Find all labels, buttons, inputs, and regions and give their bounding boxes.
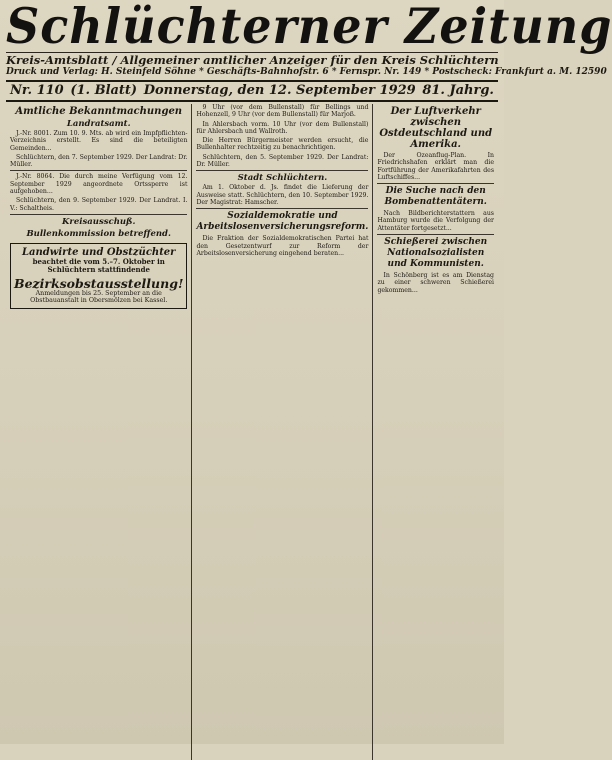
headline-bombenattentaeter: Die Suche nach den Bombenattentätern. [384,186,487,208]
divider [377,234,494,235]
ad-text: beachtet die vom 5.–7. Oktober in Schlüchtern stattfindende [32,256,165,275]
dateline [6,80,498,102]
newspaper-title: Schlüchterner Zeitung [6,0,612,55]
article-paragraph: Schlüchtern, den 7. September 1929. Der Landrat: Dr. Müller. [10,153,188,169]
headline-social: Sozialdemokratie und Arbeitslosenversicherungsreform. [196,211,369,233]
article-paragraph: In Ahlersbach vorm. 10 Uhr (vor dem Bullenstall) für Ahlersbach und Wallroth. [196,120,369,135]
column-left [6,104,191,760]
section-heading-official: Amtliche Bekanntmachungen [15,106,183,117]
sheet-label: (1. Blatt) [70,83,138,98]
headline-luftverkehr: Der Luftverkehr zwischen Ostdeutschland und Amerika. [379,106,493,150]
divider [10,214,187,215]
column-middle [191,104,372,760]
divider [196,170,368,171]
column-right [372,104,498,760]
volume-year: 81. Jahrg. [422,83,494,98]
article-paragraph: J.-Nr. 8001. Zum 10. 9. Mts. ab wird ein Impfpflichten-Verzeichnis erstellt. Es sind die beteiligten Gemeinden... [10,130,188,152]
ad-small-print: Anmeldungen bis 25. September an die Obstbauanstalt in Obersmölzen bei Kassel. [30,289,168,305]
advertisement-obstausstellung [10,243,187,309]
publisher-line: Druck und Verlag: H. Steinfeld Söhne * Geschäfts-Bahnhofstr. 6 * Fernspr. Nr. 149 * Postscheck: Frankfurt a. M. 12590 [6,67,607,77]
article-paragraph: Die Fraktion der Sozialdemokratischen Partei hat den Gesetzentwurf zur Reform der Arbeitslosenversicherung eingehend beraten... [196,235,369,257]
columns [6,104,498,760]
subheading-landratsamt: Landratsamt. [66,119,131,129]
divider [377,183,494,184]
issue-date: Donnerstag, den 12. September 1929 [143,83,416,98]
article-paragraph: Nach Bildberichterstattern aus Hamburg wurde die Verfolgung der Attentäter fortgesetzt... [377,210,494,232]
article-paragraph: Schlüchtern, den 9. September 1929. Der Landrat. I. V.: Schaltheis. [10,197,188,212]
divider [196,208,368,209]
subheading-stadt: Stadt Schlüchtern. [237,173,328,184]
subheading-kreisausschuss: Kreisausschuß. [61,216,136,227]
article-paragraph: Die Herren Bürgermeister werden ersucht, die Bullenhalter rechtzeitig zu benachrichtigen. [196,137,369,152]
subheading-bullen: Bullenkommission betreffend. [26,228,171,239]
article-paragraph: Der Ozeanflug-Plan. In Friedrichshafen erklärt man die Fortführung der Amerikafahrten des Luftschiffes... [377,152,494,181]
headline-schiesserei: Schießerei zwischen Nationalsozialisten und Kommunisten. [384,237,488,270]
article-paragraph: Schlüchtern, den 5. September 1929. Der Landrat: Dr. Müller. [196,153,369,169]
article-paragraph: 9 Uhr (vor dem Bullenstall) für Bellings und Hohenzell, 9 Uhr (vor dem Bullenstall) für Marjoß. [196,104,369,119]
issue-number: Nr. 110 [10,83,64,98]
newspaper-subtitle: Kreis-Amtsblatt / Allgemeiner amtlicher Anzeiger für den Kreis Schlüchtern [6,53,499,67]
ad-title: Landwirte und Obstzüchter [22,246,176,258]
article-paragraph: J.-Nr. 8064. Die durch meine Verfügung vom 12. September 1929 angeordnete Ortssperre ist aufgehoben... [10,173,188,196]
article-paragraph: In Schönberg ist es am Dienstag zu einer schweren Schießerei gekommen... [377,272,494,294]
divider [10,170,187,171]
masthead [6,0,612,78]
ad-headline: Bezirksobstausstellung! [14,275,184,291]
article-paragraph: Am 1. Oktober d. Js. findet die Lieferung der Ausweise statt. Schlüchtern, den 10. September 1929. Der Magistrat: Hamscher. [196,184,369,206]
